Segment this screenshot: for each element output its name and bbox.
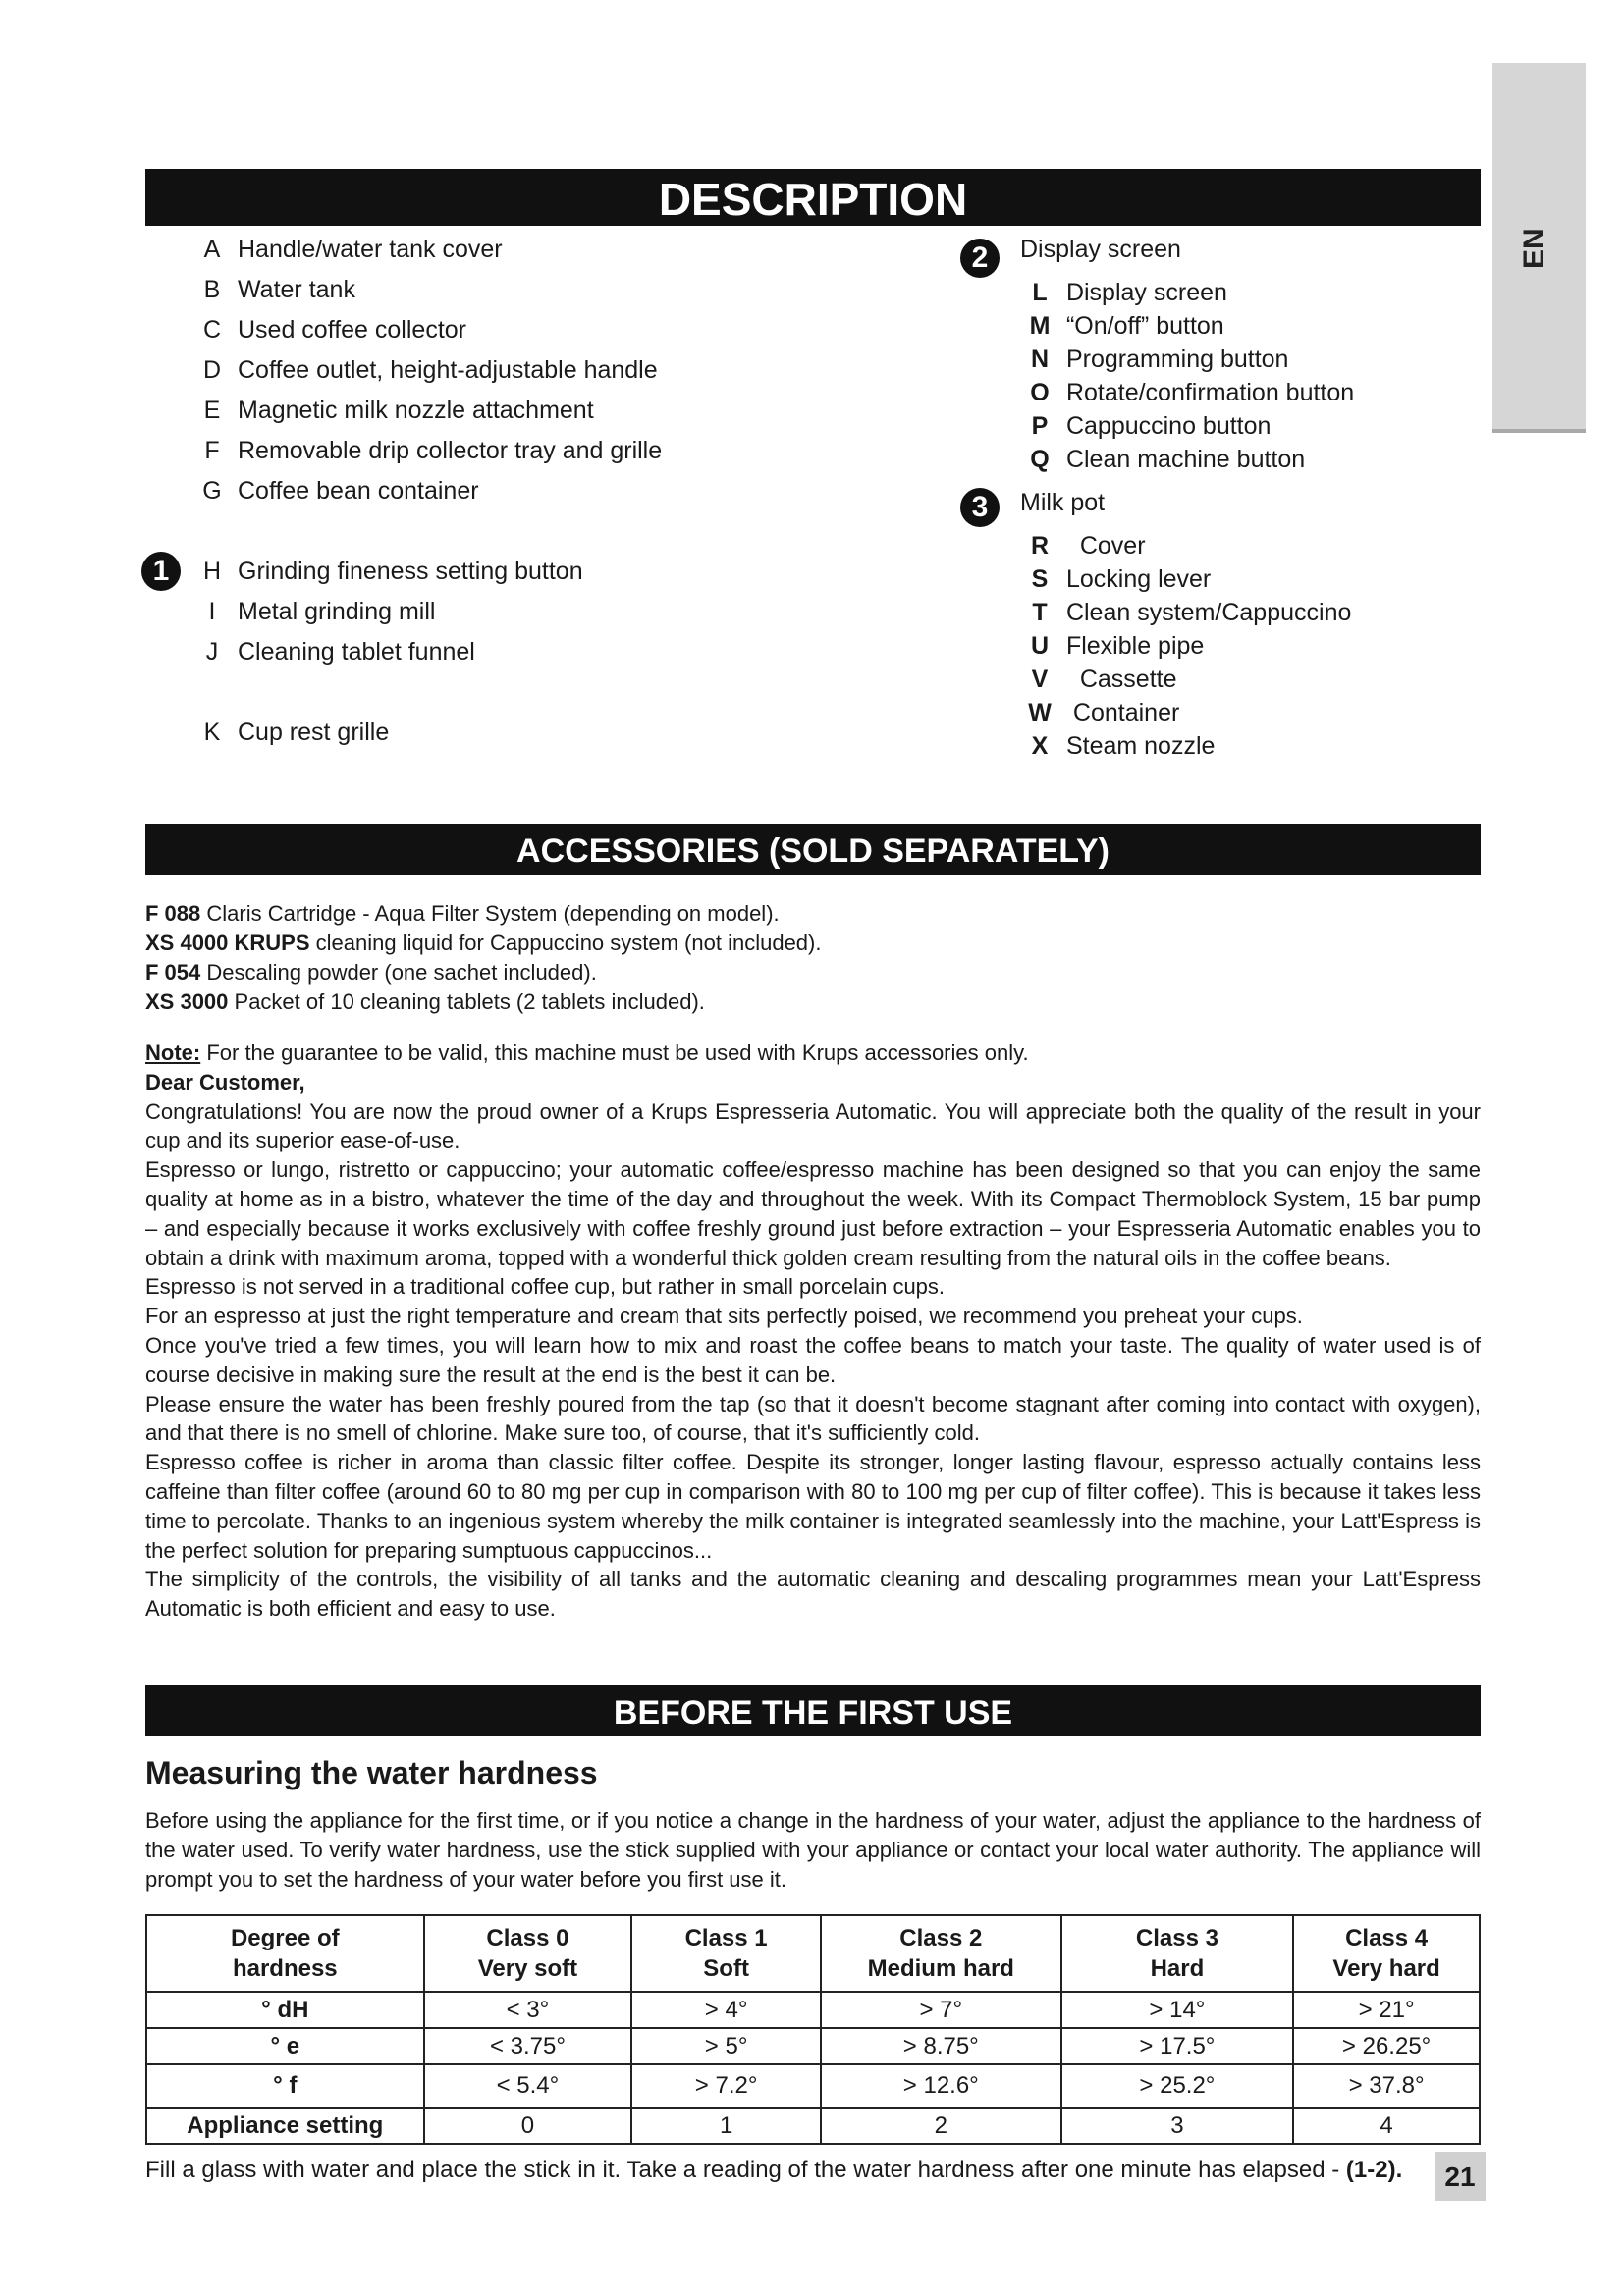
- list-item: G Coffee bean container: [202, 477, 479, 505]
- list-item: H Grinding fineness setting button: [202, 558, 583, 585]
- list-item: V Cassette: [1031, 666, 1177, 693]
- table-row: ° dH < 3° > 4° > 7° > 14° > 21°: [146, 1992, 1480, 2028]
- accessories-list: [145, 899, 821, 1017]
- page-number: 21: [1435, 2152, 1486, 2201]
- paragraph: Please ensure the water has been freshly poured from the tap (so that it doesn't become stagnant after coming into contact with oxygen), and that there is no smell of chlorine. Make sure too, of course, that it's sufficiently cold.: [145, 1391, 1481, 1446]
- list-item: U Flexible pipe: [1030, 632, 1205, 660]
- list-item: M “On/off” button: [1029, 312, 1224, 340]
- list-item: I Metal grinding mill: [208, 598, 436, 625]
- list-item: XS 4000 KRUPS cleaning liquid for Cappuccino system (not included).: [145, 931, 822, 955]
- intro-text-block: [145, 1039, 1481, 1624]
- list-item: P Cappuccino button: [1031, 412, 1272, 440]
- header-cell: Class 3 Hard: [1061, 1915, 1294, 1992]
- header-cell: Class 4 Very hard: [1293, 1915, 1480, 1992]
- accessories-title: ACCESSORIES (SOLD SEPARATELY): [145, 824, 1481, 875]
- group-2-title: Display screen: [1020, 236, 1181, 263]
- list-item: F 088 Claris Cartridge - Aqua Filter System (depending on model).: [145, 901, 780, 926]
- paragraph: Once you've tried a few times, you will learn how to mix and roast the coffee beans to match your taste. The quality of water used is of course decisive in making sure the result at the end is the best it can be.: [145, 1332, 1481, 1387]
- list-item: T Clean system/Cappuccino: [1032, 599, 1352, 626]
- list-item: Q Clean machine button: [1030, 446, 1306, 473]
- header-cell: Class 2 Medium hard: [821, 1915, 1061, 1992]
- paragraph: For an espresso at just the right temperature and cream that sits perfectly poised, we recommend you preheat your cups.: [145, 1304, 1303, 1329]
- list-item: K Cup rest grille: [203, 719, 390, 746]
- list-item: C Used coffee collector: [202, 316, 466, 344]
- list-item: O Rotate/confirmation button: [1030, 379, 1355, 406]
- group-3-badge: 3: [960, 488, 1000, 527]
- note-line: Note: For the guarantee to be valid, this machine must be used with Krups accessories only.: [145, 1041, 1029, 1065]
- list-item: B Water tank: [203, 276, 355, 303]
- paragraph: Espresso is not served in a traditional coffee cup, but rather in small porcelain cups.: [145, 1274, 946, 1300]
- list-item: XS 3000 Packet of 10 cleaning tablets (2 tablets included).: [145, 989, 705, 1014]
- table-row: Appliance setting 0 1 2 3 4: [146, 2108, 1480, 2144]
- list-item: S Locking lever: [1031, 565, 1212, 593]
- paragraph: Congratulations! You are now the proud owner of a Krups Espresseria Automatic. You will appreciate both the quality of the result in your cup and its superior ease-of-use.: [145, 1098, 1481, 1153]
- list-item: J Cleaning tablet funnel: [205, 638, 475, 666]
- header-cell: Degree of hardness: [146, 1915, 424, 1992]
- water-hardness-intro: Before using the appliance for the first time, or if you notice a change in the hardness of your water, adjust the appliance to the hardness of the water used. To verify water hardness, use the stick supplied with your appliance or contact your local water authority. The appliance will prompt you to set the hardness of your water before you first use it.: [145, 1808, 1481, 1892]
- language-tab: [1492, 63, 1586, 433]
- list-item: L Display screen: [1032, 279, 1227, 306]
- group-3-title: Milk pot: [1020, 489, 1106, 516]
- paragraph: Espresso or lungo, ristretto or cappuccino; your automatic coffee/espresso machine has been designed so that you can enjoy the same quality at home as in a bistro, whatever the time of the day and throughout the week. With its Compact Thermoblock System, 15 bar pump – and especially because it works exclusively with coffee freshly ground just before extraction – your Espresseria Automatic enables you to obtain a drink with maximum aroma, topped with a wonderful thick golden cream resulting from the natural oils in the coffee beans.: [145, 1157, 1481, 1270]
- list-item: E Magnetic milk nozzle attachment: [203, 397, 594, 424]
- description-title: DESCRIPTION: [145, 169, 1481, 226]
- salutation: Dear Customer,: [145, 1069, 305, 1095]
- table-header-row: [146, 1915, 1480, 1992]
- table-row: ° f < 5.4° > 7.2° > 12.6° > 25.2° > 37.8°: [146, 2064, 1480, 2108]
- list-item: R Cover: [1030, 532, 1146, 560]
- header-cell: Class 0 Very soft: [424, 1915, 632, 1992]
- list-item: A Handle/water tank cover: [203, 236, 503, 263]
- water-hardness-heading: Measuring the water hardness: [145, 1755, 598, 1790]
- paragraph: The simplicity of the controls, the visibility of all tanks and the automatic cleaning and descaling programmes mean your Latt'Espress Automatic is both efficient and easy to use.: [145, 1567, 1481, 1622]
- language-tab-label: EN: [1518, 228, 1550, 269]
- header-cell: Class 1 Soft: [631, 1915, 821, 1992]
- list-item: F Removable drip collector tray and grille: [204, 437, 663, 464]
- group-1-badge: 1: [141, 552, 181, 591]
- group-2-badge: 2: [960, 239, 1000, 278]
- list-item: X Steam nozzle: [1031, 732, 1216, 760]
- list-item: N Programming button: [1030, 346, 1289, 373]
- water-hardness-table: [145, 1914, 1481, 2145]
- footer-instruction: Fill a glass with water and place the stick in it. Take a reading of the water hardness after one minute has elapsed - (1-2).: [145, 2157, 1403, 2183]
- list-item: W Container: [1028, 699, 1180, 726]
- table-row: ° e < 3.75° > 5° > 8.75° > 17.5° > 26.25°: [146, 2028, 1480, 2064]
- list-item: D Coffee outlet, height-adjustable handle: [202, 356, 658, 384]
- first-use-title: BEFORE THE FIRST USE: [145, 1685, 1481, 1736]
- list-item: F 054 Descaling powder (one sachet included).: [145, 960, 597, 985]
- paragraph: Espresso coffee is richer in aroma than classic filter coffee. Despite its stronger, longer lasting flavour, espresso actually contains less caffeine than filter coffee (around 60 to 80 mg per cup in comparison with 80 to 100 mg per cup of filter coffee). This is because it takes less time to percolate. Thanks to an ingenious system whereby the milk container is integrated seamlessly into the machine, your Latt'Espress is the perfect solution for preparing sumptuous cappuccinos...: [145, 1450, 1481, 1563]
